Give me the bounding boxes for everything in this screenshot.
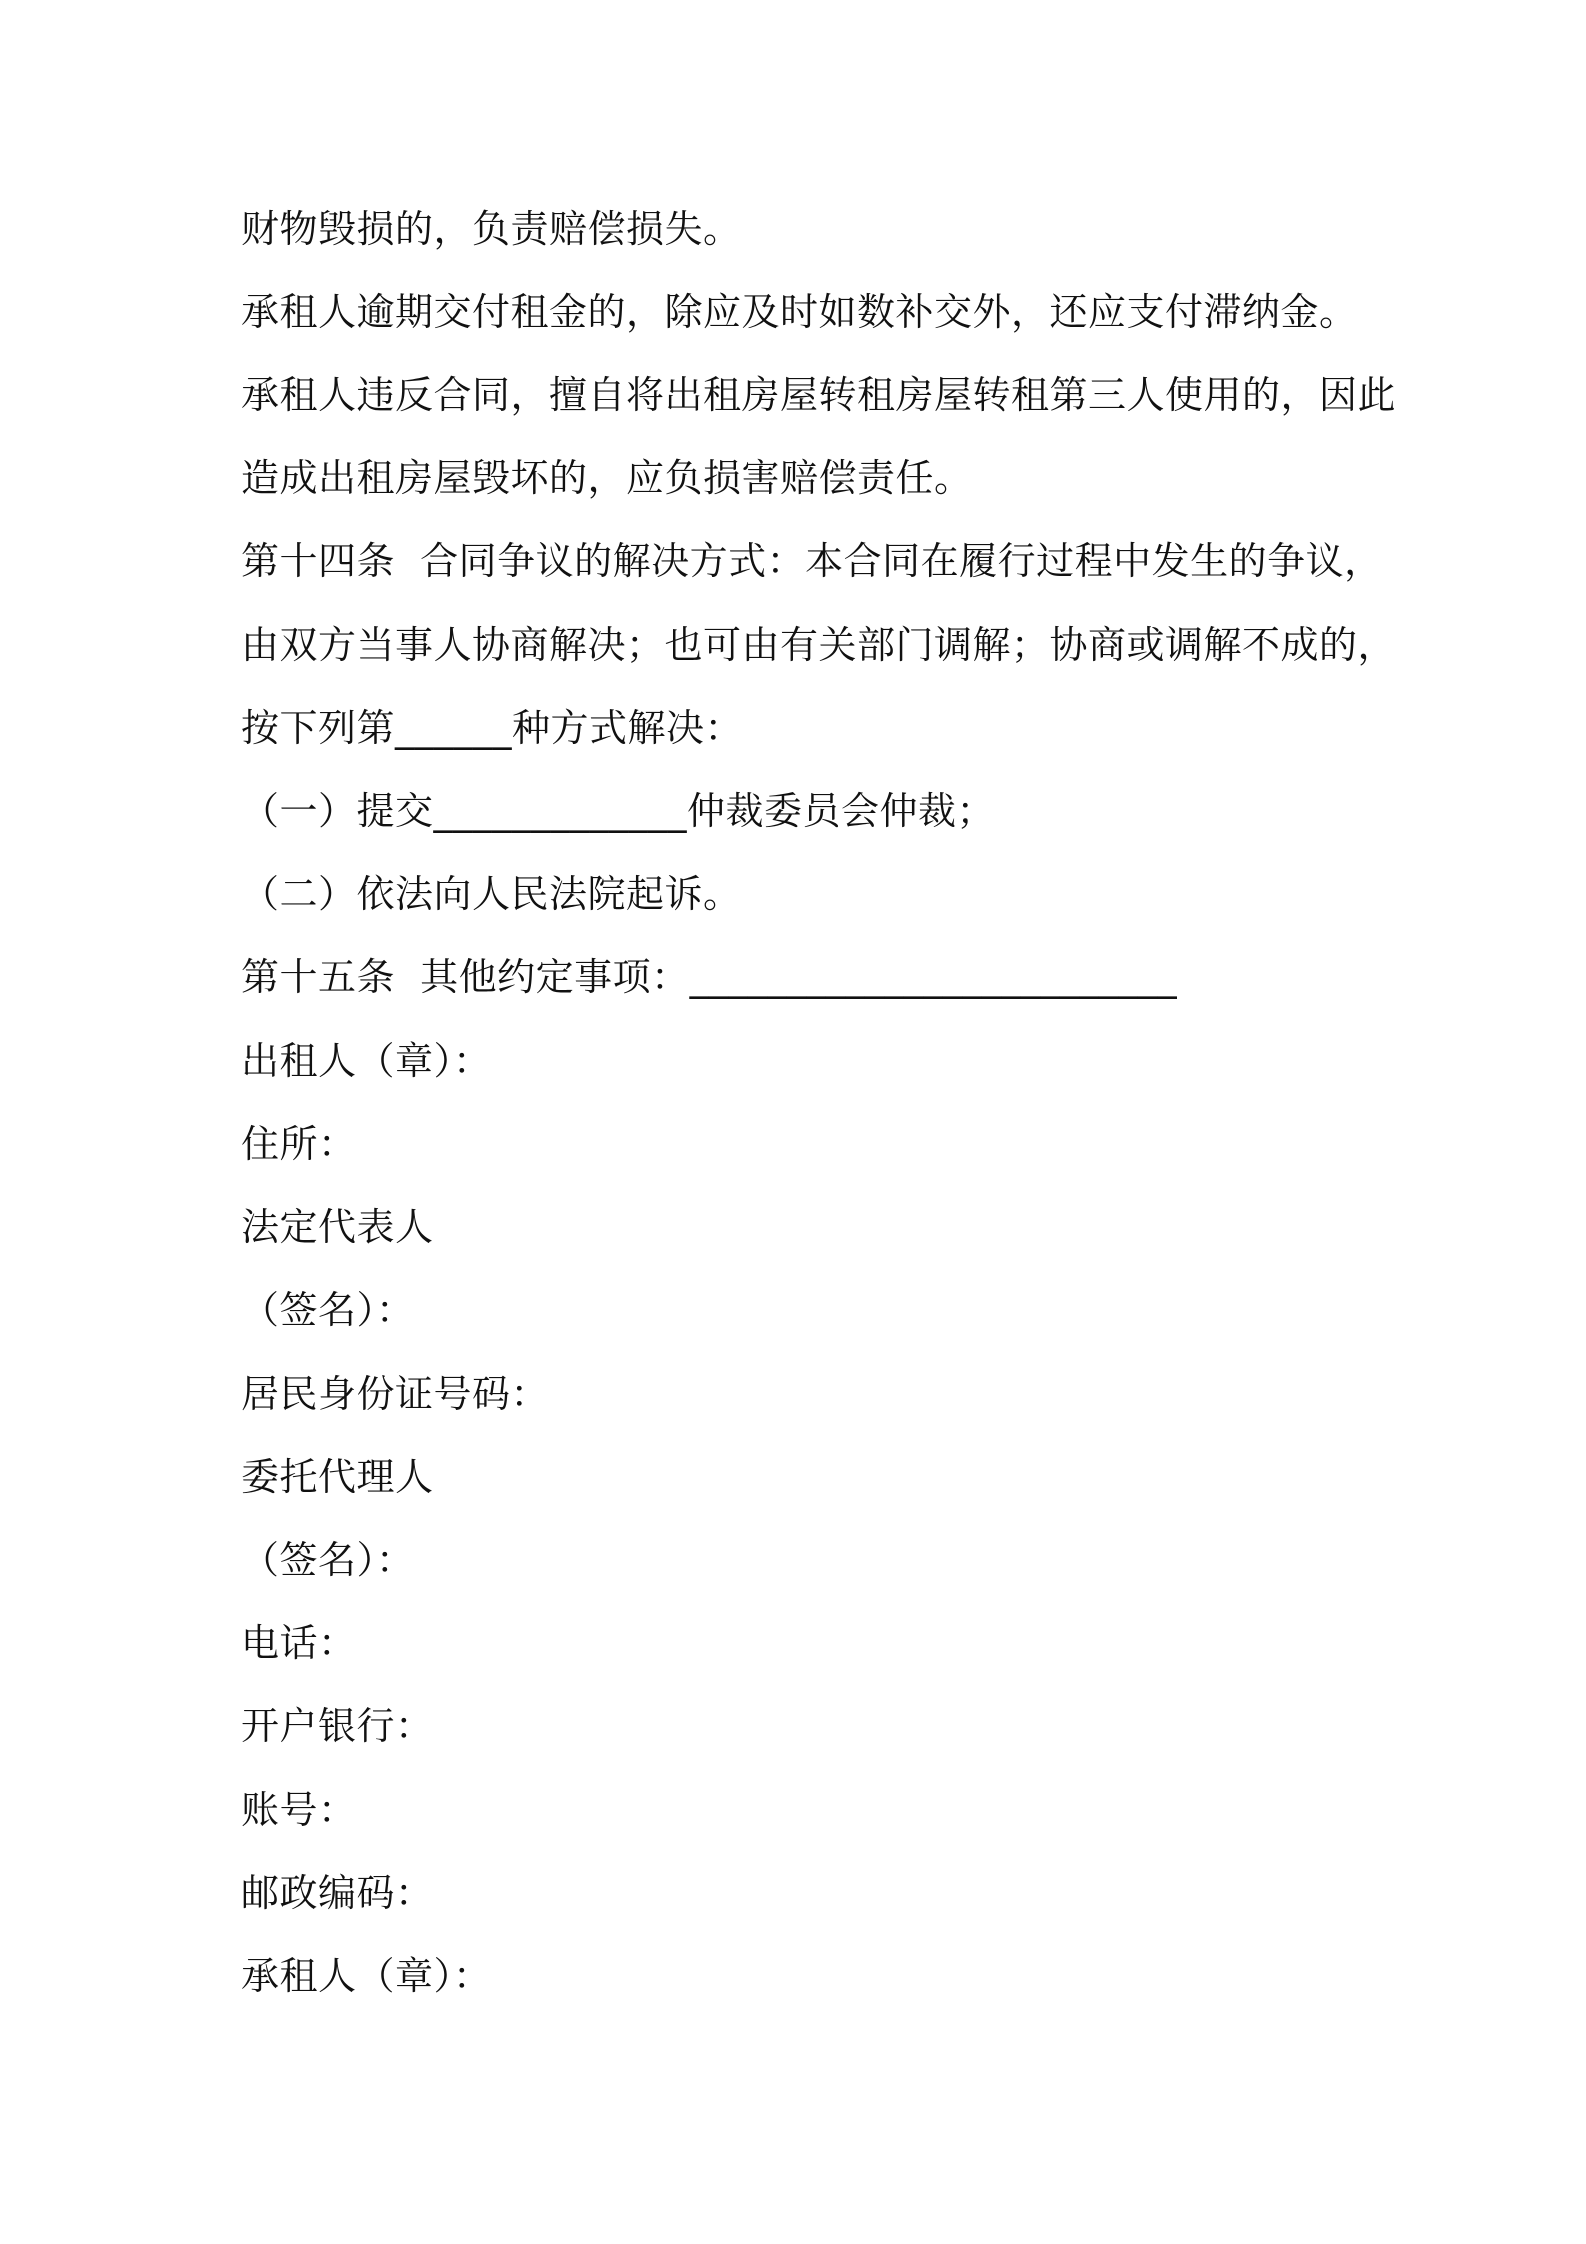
- text-line: 承租人违反合同，擅自将出租房屋转租房屋转租第三人使用的，因此: [241, 373, 1397, 417]
- address-label: 住所：: [241, 1122, 357, 1166]
- article-14-heading: 第十四条 合同争议的解决方式：本合同在履行过程中发生的争议，: [241, 539, 1383, 583]
- agent-label: 委托代理人: [241, 1455, 434, 1499]
- signature-label: （签名）：: [241, 1538, 415, 1582]
- text-line: 财物毁损的，负责赔偿损失。: [241, 207, 742, 251]
- lessor-seal-label: 出租人（章）：: [241, 1039, 492, 1083]
- article-15-heading: 第十五条 其他约定事项：_________________________: [241, 955, 1178, 999]
- text-line: 承租人逾期交付租金的，除应及时如数补交外，还应支付滞纳金。: [241, 290, 1358, 334]
- legal-representative-label: 法定代表人: [241, 1205, 434, 1249]
- text-line: 由双方当事人协商解决；也可由有关部门调解；协商或调解不成的，: [241, 623, 1397, 667]
- lessee-seal-label: 承租人（章）：: [241, 1954, 492, 1998]
- signature-label: （签名）：: [241, 1288, 415, 1332]
- text-line: 按下列第______种方式解决：: [241, 706, 744, 750]
- option-court: （二）依法向人民法院起诉。: [241, 872, 742, 916]
- text-line: 造成出租房屋毁坏的，应负损害赔偿责任。: [241, 456, 973, 500]
- bank-label: 开户银行：: [241, 1704, 434, 1748]
- id-number-label: 居民身份证号码：: [241, 1372, 550, 1416]
- account-label: 账号：: [241, 1788, 357, 1832]
- phone-label: 电话：: [241, 1621, 357, 1665]
- postal-code-label: 邮政编码：: [241, 1871, 434, 1915]
- option-arbitration: （一）提交_____________仲裁委员会仲裁；: [241, 789, 996, 833]
